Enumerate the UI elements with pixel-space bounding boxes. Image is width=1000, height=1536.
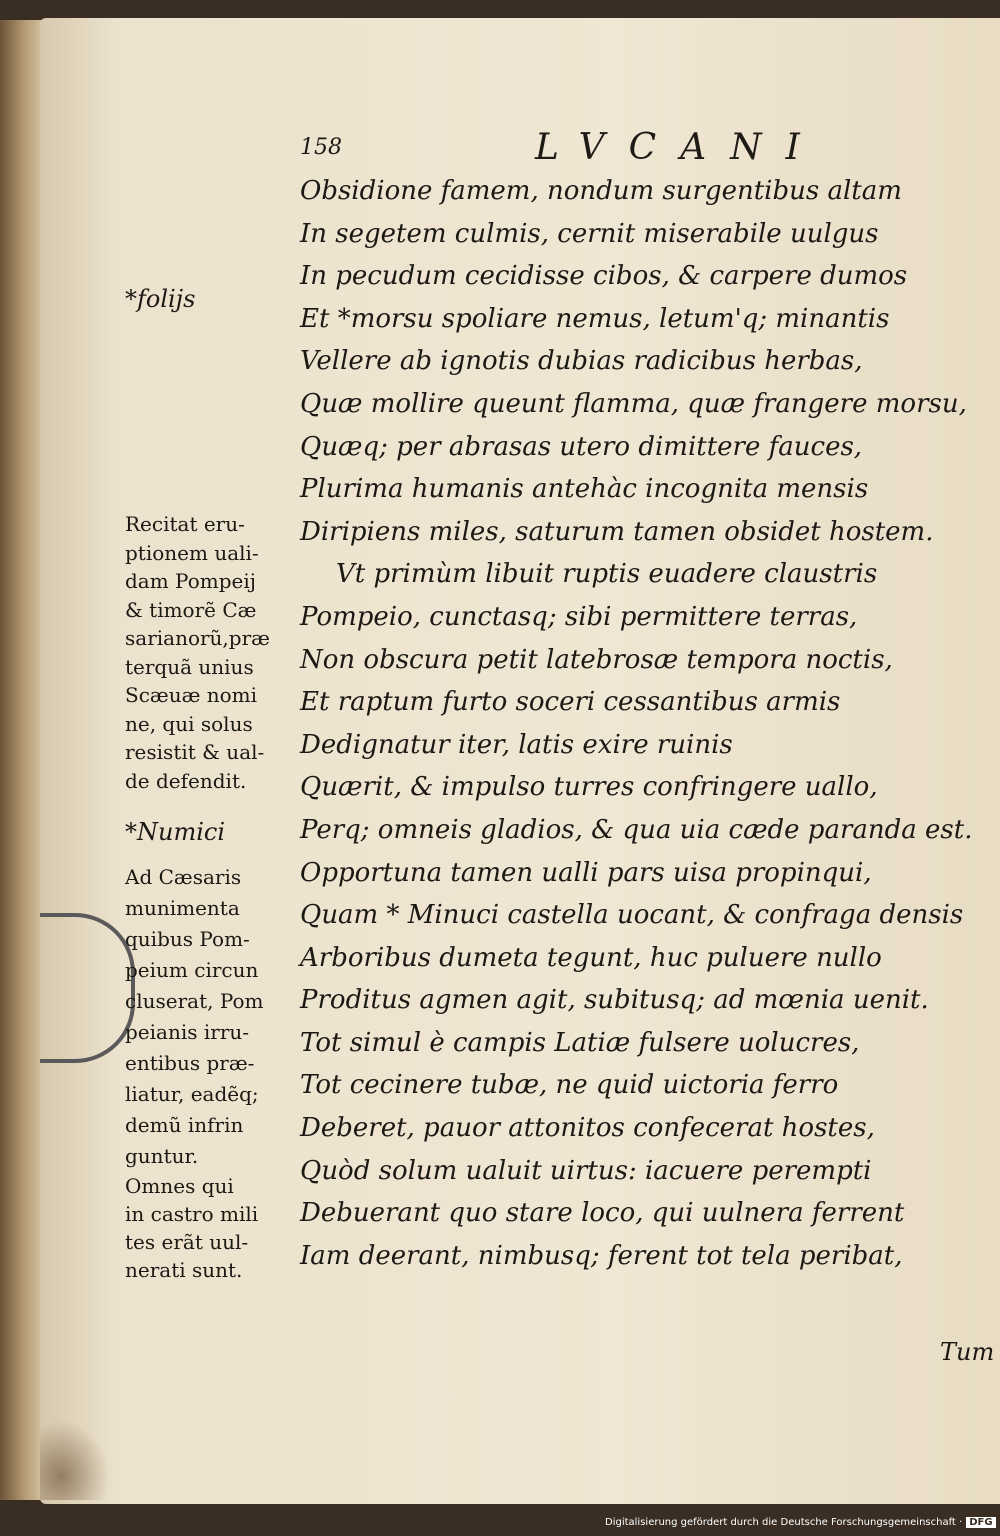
note-line: entibus præ- — [125, 1051, 255, 1075]
verse-line: In pecudum cecidisse cibos, & carpere dumos — [300, 261, 908, 292]
verse-line: Proditus agmen agit, subitusq; ad mœnia uenit. — [300, 985, 929, 1016]
verse-line: Plurima humanis antehàc incognita mensis — [300, 474, 869, 505]
folio-number: 158 — [300, 135, 342, 160]
margin-note-recitat — [125, 510, 300, 795]
verse-line: Quam * Minuci castella uocant, & confraga densis — [300, 900, 964, 931]
verse-line: Quæq; per abrasas utero dimittere fauces, — [300, 431, 863, 462]
note-line: ne, qui solus — [125, 711, 253, 736]
page-header — [300, 127, 980, 175]
note-line: munimenta — [125, 896, 240, 920]
verse-line: Quæ mollire queunt flamma, quæ frangere morsu, — [300, 388, 967, 419]
note-line: terquã unius — [125, 654, 254, 679]
note-line: guntur. — [125, 1144, 199, 1168]
note-line: de defendit. — [125, 768, 247, 793]
footer-text: Digitalisierung gefördert durch die Deutsche Forschungsgemeinschaft · — [605, 1517, 963, 1528]
running-title: LVCANI — [535, 127, 824, 168]
verse-line: In segetem culmis, cernit miserabile uulgus — [300, 218, 879, 249]
verse-line: Non obscura petit latebrosæ tempora noctis, — [300, 644, 893, 675]
margin-note-omnes — [125, 1172, 300, 1284]
margin-note-folijs: *folijs — [125, 285, 196, 313]
verse-line: Perq; omneis gladios, & qua uia cæde paranda est. — [300, 814, 973, 845]
verse-line: Quòd solum ualuit uirtus: iacuere perempti — [300, 1155, 872, 1186]
dfg-logo: DFG — [966, 1517, 995, 1528]
margin-note-numici: *Numici — [125, 818, 226, 846]
note-line: dam Pompeij — [125, 569, 256, 593]
verse-line: Et raptum furto soceri cessantibus armis — [300, 687, 841, 718]
verse-line: Debuerant quo stare loco, qui uulnera ferrent — [300, 1198, 905, 1229]
verse-line: Arboribus dumeta tegunt, huc puluere nullo — [300, 942, 882, 973]
verse-line: Vellere ab ignotis dubias radicibus herbas, — [300, 346, 863, 377]
note-line: Recitat eru- — [125, 512, 245, 536]
note-line: Ad Cæsaris — [125, 865, 242, 889]
note-line: cluserat, Pom — [125, 989, 264, 1013]
verse-line: Quærit, & impulso turres confringere uallo, — [300, 772, 878, 803]
note-line: quibus Pom- — [125, 927, 250, 951]
verse-line: Dedignatur iter, latis exire ruinis — [300, 729, 733, 760]
note-line: resistit & ual- — [125, 740, 265, 764]
verse-line: Vt primùm libuit ruptis euadere claustris — [336, 559, 878, 590]
page-stain — [40, 1420, 110, 1500]
catchword: Tum — [940, 1338, 995, 1366]
note-line: Scæuæ nomi — [125, 683, 258, 707]
verse-text — [300, 170, 980, 1277]
note-line: sarianorũ,præ — [125, 626, 270, 650]
page-clip — [40, 913, 135, 1063]
verse-line: Diripiens miles, saturum tamen obsidet hostem. — [300, 516, 934, 547]
note-line: Omnes qui — [125, 1174, 234, 1198]
note-line: peium circun — [125, 958, 259, 982]
verse-line: Obsidione famem, nondum surgentibus altam — [300, 176, 902, 206]
verse-line: Tot cecinere tubæ, ne quid uictoria ferro — [300, 1070, 839, 1101]
verse-line: Deberet, pauor attonitos confecerat hostes, — [300, 1113, 875, 1144]
margin-note-ad-caesaris — [125, 862, 300, 1172]
verse-line: Iam deerant, nimbusq; ferent tot tela peribat, — [300, 1240, 903, 1271]
note-line: demũ infrin — [125, 1113, 244, 1137]
note-line: peianis irru- — [125, 1020, 250, 1044]
note-line: in castro mili — [125, 1202, 259, 1226]
verse-line: Pompeio, cunctasq; sibi permittere terras, — [300, 601, 858, 632]
note-line: & timorẽ Cæ — [125, 597, 257, 622]
verse-line: Tot simul è campis Latiæ fulsere uolucres, — [300, 1027, 860, 1058]
verse-line: Opportuna tamen ualli pars uisa propinqui, — [300, 857, 872, 888]
footer-credit — [605, 1517, 996, 1528]
verse-line: Et *morsu spoliare nemus, letum'q; minantis — [300, 303, 890, 334]
note-line: tes erãt uul- — [125, 1230, 249, 1254]
note-line: ptionem uali- — [125, 540, 259, 565]
note-line: liatur, eadẽq; — [125, 1082, 259, 1106]
note-line: nerati sunt. — [125, 1258, 243, 1282]
